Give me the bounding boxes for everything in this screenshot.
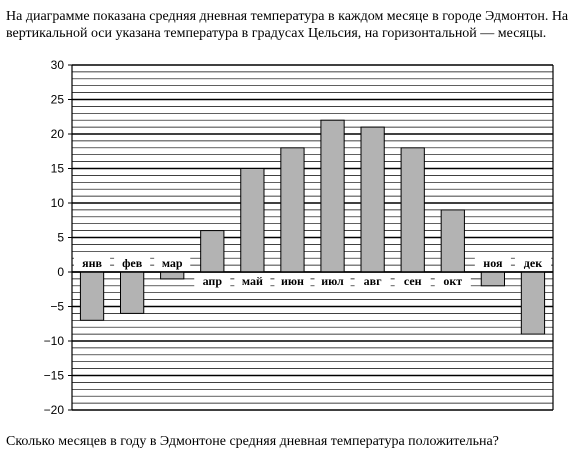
category-label: апр bbox=[202, 274, 223, 288]
y-tick-label: −5 bbox=[50, 299, 64, 314]
category-label: ноя bbox=[483, 256, 503, 270]
y-tick-label: 0 bbox=[57, 265, 64, 279]
category-label: авг bbox=[363, 274, 382, 288]
y-tick-label: 10 bbox=[50, 196, 64, 210]
y-tick-label: 20 bbox=[50, 127, 64, 141]
category-label: сен bbox=[403, 274, 422, 288]
category-label: мар bbox=[161, 256, 183, 270]
intro-text: На диаграмме показана средняя дневная температура в каждом месяце в городе Эдмонтон. На вертикальной оси указана температура в градусах Цельсия, на горизонтальной — месяцы. bbox=[6, 9, 569, 41]
bar-дек bbox=[521, 272, 544, 334]
category-label: фев bbox=[122, 256, 143, 270]
bar-мар bbox=[161, 272, 184, 279]
category-label: июн bbox=[280, 274, 304, 288]
chart-grid bbox=[72, 65, 553, 410]
y-tick-label: 30 bbox=[50, 58, 64, 72]
bar-сен bbox=[401, 148, 424, 272]
y-tick-label: −20 bbox=[43, 403, 64, 417]
bar-окт bbox=[441, 210, 464, 272]
bar-янв bbox=[80, 272, 103, 320]
y-tick-label: 25 bbox=[50, 92, 64, 107]
category-label: июл bbox=[321, 274, 344, 288]
bar-фев bbox=[121, 272, 144, 313]
bar-июн bbox=[281, 148, 304, 272]
y-tick-label: −15 bbox=[43, 368, 64, 383]
bar-ноя bbox=[481, 272, 504, 286]
y-tick-label: 5 bbox=[57, 230, 64, 245]
bar-июл bbox=[321, 120, 344, 272]
category-label: дек bbox=[523, 256, 543, 270]
bar-авг bbox=[361, 127, 384, 272]
chart-bars bbox=[80, 120, 544, 334]
category-label: май bbox=[241, 274, 263, 288]
category-label: янв bbox=[82, 256, 102, 270]
y-tick-label: 15 bbox=[50, 161, 64, 176]
y-axis-tick-labels bbox=[44, 58, 65, 417]
category-label: окт bbox=[443, 274, 463, 288]
question-text: Сколько месяцев в году в Эдмонтоне средняя дневная температура положительна? bbox=[6, 434, 499, 449]
bar-май bbox=[241, 169, 264, 273]
bar-апр bbox=[201, 231, 224, 272]
y-tick-label: −10 bbox=[43, 334, 64, 348]
